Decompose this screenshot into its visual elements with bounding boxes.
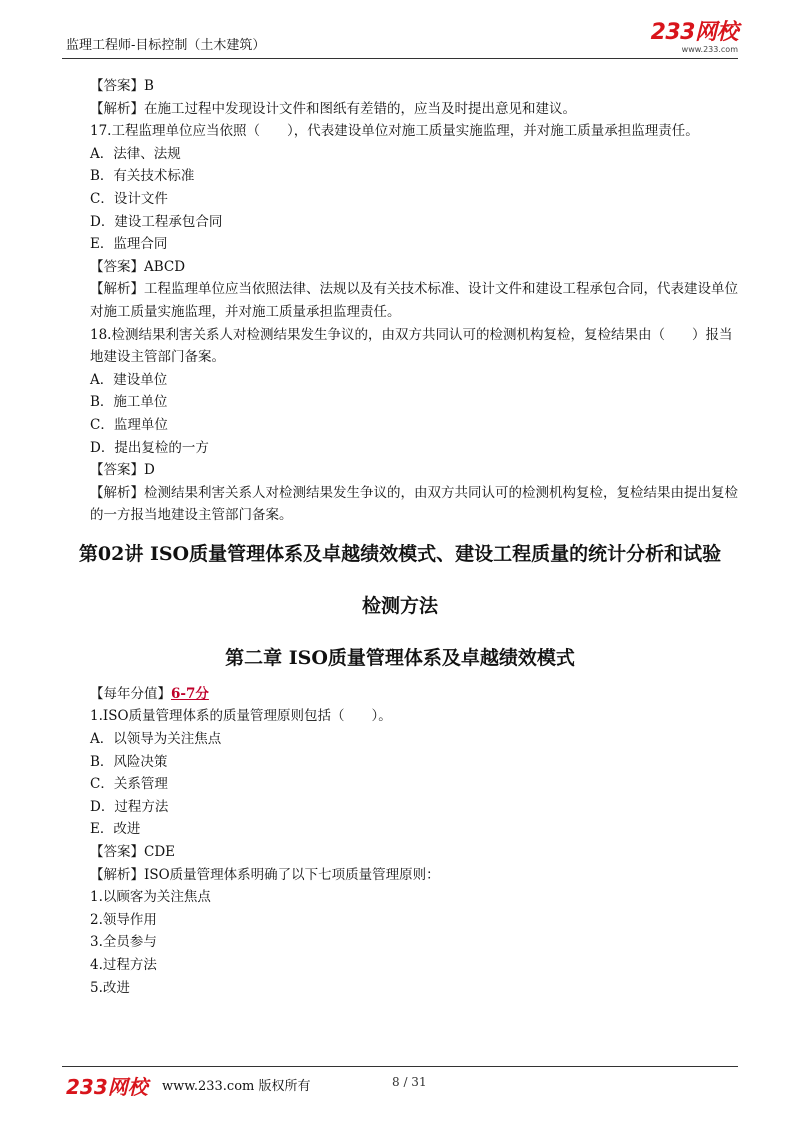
question-1-option-b: B．风险决策 bbox=[90, 753, 168, 770]
question-17-option-b: B．有关技术标准 bbox=[90, 168, 195, 185]
question-1-option-c: C．关系管理 bbox=[90, 776, 168, 793]
page-header bbox=[62, 22, 738, 59]
principle-1: 1.以顾客为关注焦点 bbox=[90, 889, 211, 906]
chapter-title: 第二章 ISO质量管理体系及卓越绩效模式 bbox=[225, 646, 575, 669]
question-1-option-a: A．以领导为关注焦点 bbox=[90, 731, 222, 748]
brand-logo-url: www.233.com bbox=[681, 45, 738, 54]
annual-score-link[interactable]: 6-7分 bbox=[171, 685, 209, 702]
question-1-option-d: D．过程方法 bbox=[90, 798, 169, 815]
page-footer bbox=[62, 1066, 738, 1097]
principle-2: 2.领导作用 bbox=[90, 911, 157, 928]
principle-5: 5.改进 bbox=[90, 979, 130, 996]
annual-score-label: 【每年分值】 bbox=[90, 685, 171, 702]
question-18-option-c: C．监理单位 bbox=[90, 416, 168, 433]
analysis-18: 【解析】检测结果利害关系人对检测结果发生争议的，由双方共同认可的检测机构复检，复检结果由提出复检的一方报当地建设主管部门备案。 bbox=[90, 484, 738, 524]
question-17-option-a: A．法律、法规 bbox=[90, 145, 181, 162]
document-title: 监理工程师-目标控制（土木建筑） bbox=[66, 38, 266, 53]
annual-score bbox=[90, 683, 738, 706]
question-18-option-d: D．提出复检的一方 bbox=[90, 439, 209, 456]
question-17-option-c: C．设计文件 bbox=[90, 190, 168, 207]
question-1-option-e: E．改进 bbox=[90, 821, 141, 838]
document-body bbox=[78, 75, 738, 999]
answer-17: 【答案】ABCD bbox=[90, 258, 186, 275]
question-18: 18.检测结果利害关系人对检测结果发生争议的，由双方共同认可的检测机构复检，复检结果由（ ）报当地建设主管部门备案。 bbox=[90, 326, 733, 366]
answer-1: 【答案】CDE bbox=[90, 844, 176, 861]
question-17-option-e: E．监理合同 bbox=[90, 236, 168, 253]
principle-3: 3.全员参与 bbox=[90, 934, 157, 951]
question-17: 17.工程监理单位应当依照（ ），代表建设单位对施工质量实施监理，并对施工质量承担监理责任。 bbox=[90, 123, 699, 140]
analysis-1: 【解析】ISO质量管理体系明确了以下七项质量管理原则： bbox=[90, 866, 440, 883]
footer-logo: 233网校 bbox=[66, 1075, 148, 1099]
answer-18: 【答案】D bbox=[90, 462, 155, 479]
question-18-option-a: A．建设单位 bbox=[90, 371, 168, 388]
lecture-title-continued: 检测方法 bbox=[361, 594, 438, 617]
answer-16: 【答案】B bbox=[90, 78, 154, 94]
page-number: 8 / 31 bbox=[392, 1075, 427, 1089]
question-1: 1.ISO质量管理体系的质量管理原则包括（ ）。 bbox=[90, 708, 392, 725]
lecture-title: 第02讲 ISO质量管理体系及卓越绩效模式、建设工程质量的统计分析和试验 bbox=[78, 542, 722, 565]
analysis-16: 【解析】在施工过程中发现设计文件和图纸有差错的，应当及时提出意见和建议。 bbox=[90, 100, 576, 117]
footer-copyright: www.233.com 版权所有 bbox=[162, 1079, 311, 1094]
principle-4: 4.过程方法 bbox=[90, 957, 157, 973]
brand-logo-text: 233网校 bbox=[650, 20, 738, 45]
analysis-17: 【解析】工程监理单位应当依照法律、法规以及有关技术标准、设计文件和建设工程承包合同，代表建设单位对施工质量实施监理，并对施工质量承担监理责任。 bbox=[90, 281, 738, 320]
brand-logo bbox=[651, 22, 738, 55]
question-17-option-d: D．建设工程承包合同 bbox=[90, 213, 223, 230]
question-18-option-b: B．施工单位 bbox=[90, 394, 168, 411]
